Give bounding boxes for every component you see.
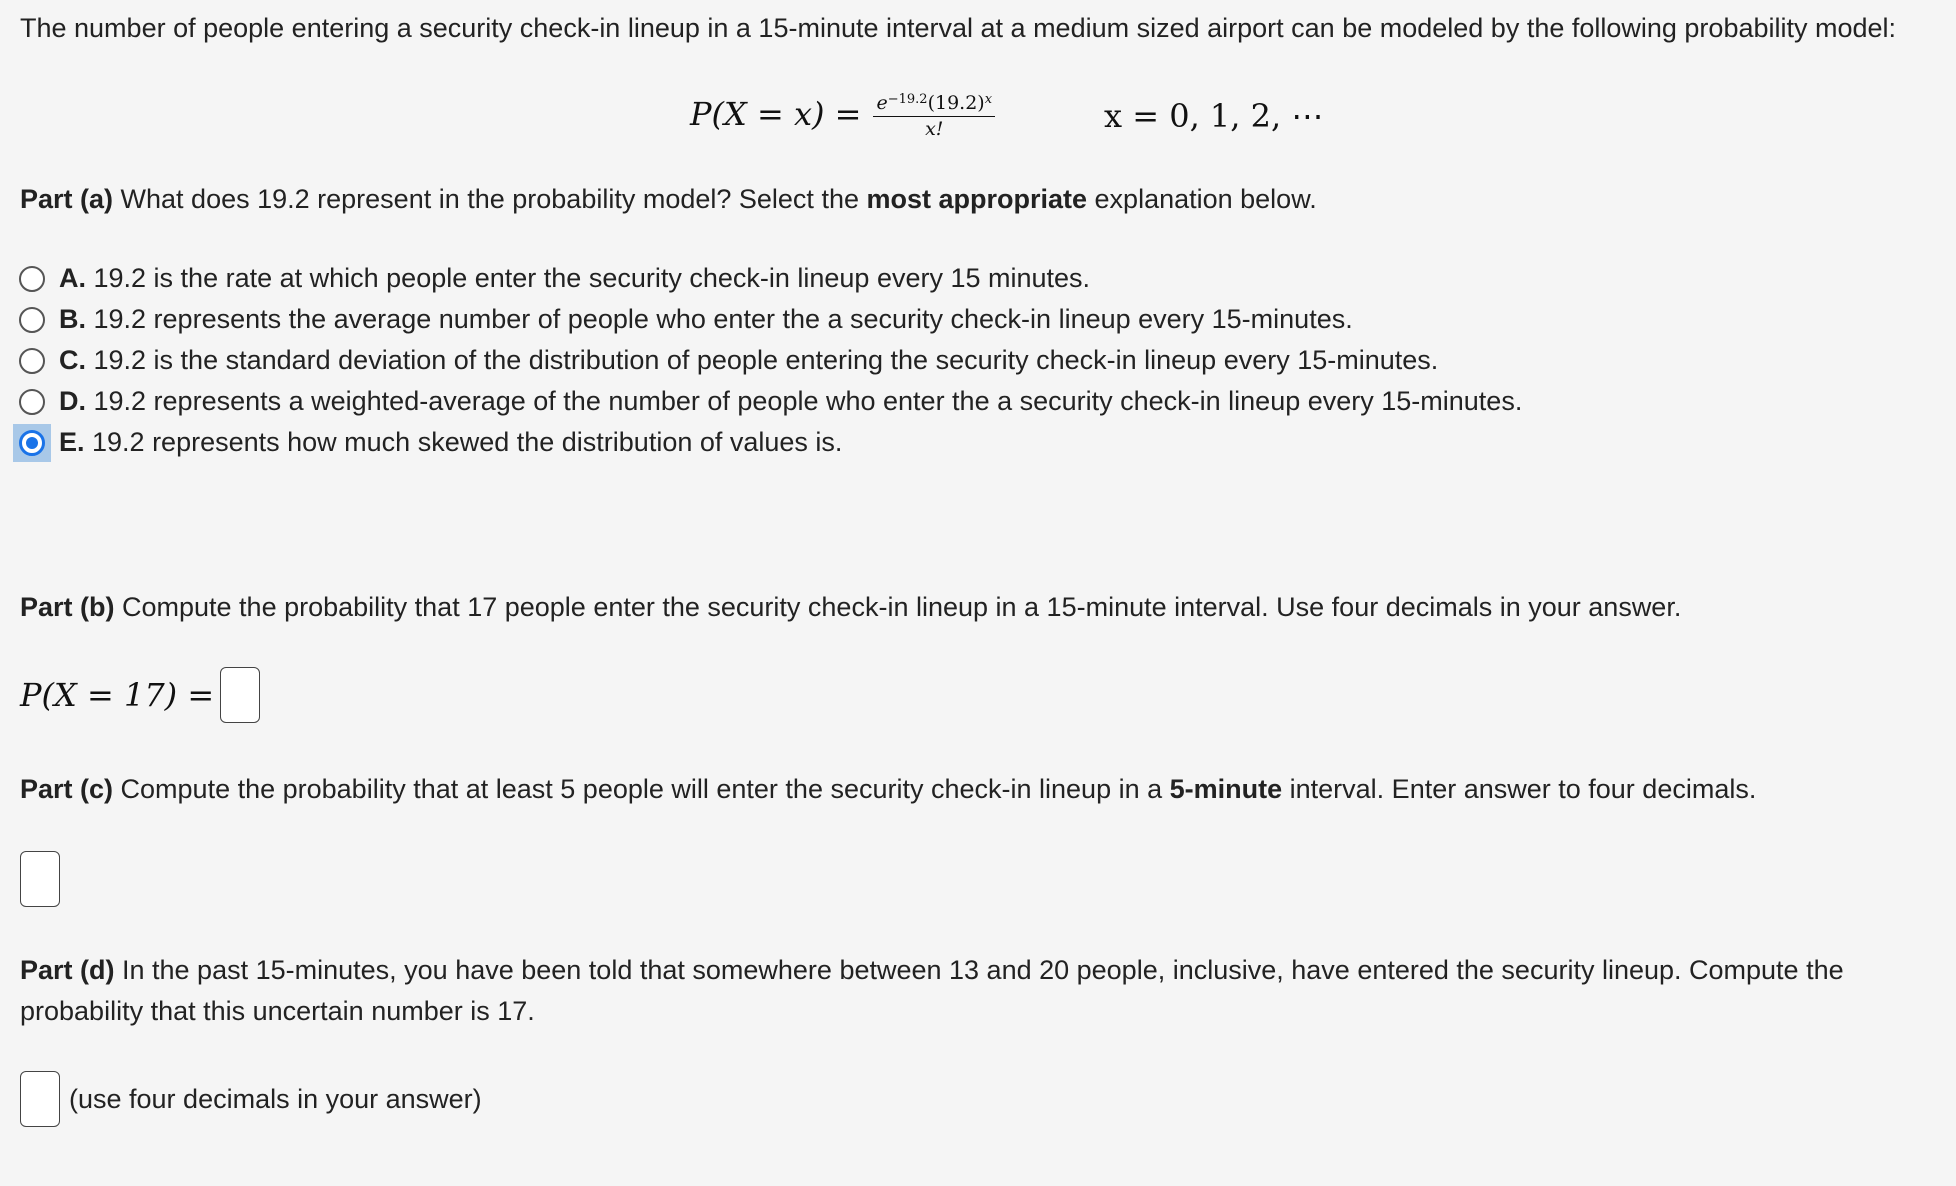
probability-formula [690, 84, 995, 144]
formula-fraction [873, 89, 995, 140]
part-b-lhs: P(X = 17) = [20, 675, 215, 714]
option-a-label: A. 19.2 is the rate at which people enter the security check-in lineup every 15 minutes. [59, 263, 1091, 293]
formula-domain: x = 0, 1, 2, ⋯ [1104, 97, 1324, 135]
part-c-answer-wrap [20, 851, 60, 907]
radio-option-e[interactable] [19, 430, 45, 456]
option-e[interactable] [14, 422, 1522, 463]
part-a-options [14, 258, 1522, 463]
part-a-question: Part (a) What does 19.2 represent in the probability model? Select the most appropriate explanation below. [20, 184, 1317, 214]
part-c-label: Part (c) [20, 774, 114, 804]
part-b-label: Part (b) [20, 592, 115, 622]
radio-option-c[interactable] [19, 348, 45, 374]
selection-highlight [13, 424, 51, 462]
formula-denominator: x! [925, 117, 944, 140]
intro-text: The number of people entering a security check-in lineup in a 15-minute interval at a medium sized airport can be modeled by the following probability model: [20, 13, 1897, 43]
part-d-question: Part (d) In the past 15-minutes, you have been told that somewhere between 13 and 20 people, inclusive, have entered the security lineup. Compute the probability that this uncertain number is 17. [20, 955, 1844, 1026]
option-b[interactable] [14, 299, 1522, 340]
option-c-label: C. 19.2 is the standard deviation of the distribution of people entering the security check-in lineup every 15-minutes. [59, 345, 1439, 375]
part-d-hint: (use four decimals in your answer) [69, 1083, 482, 1114]
option-d-label: D. 19.2 represents a weighted-average of the number of people who enter the a security check-in lineup every 15-minutes. [59, 386, 1523, 416]
radio-option-a[interactable] [19, 266, 45, 292]
radio-option-b[interactable] [19, 307, 45, 333]
formula-lhs: P(X = x) = [690, 94, 862, 133]
part-c-question: Part (c) Compute the probability that at least 5 people will enter the security check-in lineup in a 5-minute interval. Enter answer to four decimals. [20, 774, 1757, 804]
option-a[interactable] [14, 258, 1522, 299]
option-d[interactable] [14, 381, 1522, 422]
part-a-label: Part (a) [20, 184, 114, 214]
part-b-equation [20, 667, 260, 723]
part-c-answer-input[interactable] [20, 851, 60, 907]
option-e-label: E. 19.2 represents how much skewed the distribution of values is. [59, 427, 843, 457]
part-d-label: Part (d) [20, 955, 115, 985]
part-b-answer-input[interactable] [220, 667, 260, 723]
part-d-answer-row [20, 1071, 482, 1127]
option-b-label: B. 19.2 represents the average number of people who enter the a security check-in lineup every 15-minutes. [59, 304, 1353, 334]
problem-intro [20, 8, 1942, 49]
part-b-question: Part (b) Compute the probability that 17 people enter the security check-in lineup in a 15-minute interval. Use four decimals in your answer. [20, 592, 1682, 622]
option-c[interactable] [14, 340, 1522, 381]
formula-numerator: $e^{-19.2}(19.2)^x$ [873, 89, 995, 117]
radio-option-d[interactable] [19, 389, 45, 415]
part-d-answer-input[interactable] [20, 1071, 60, 1127]
